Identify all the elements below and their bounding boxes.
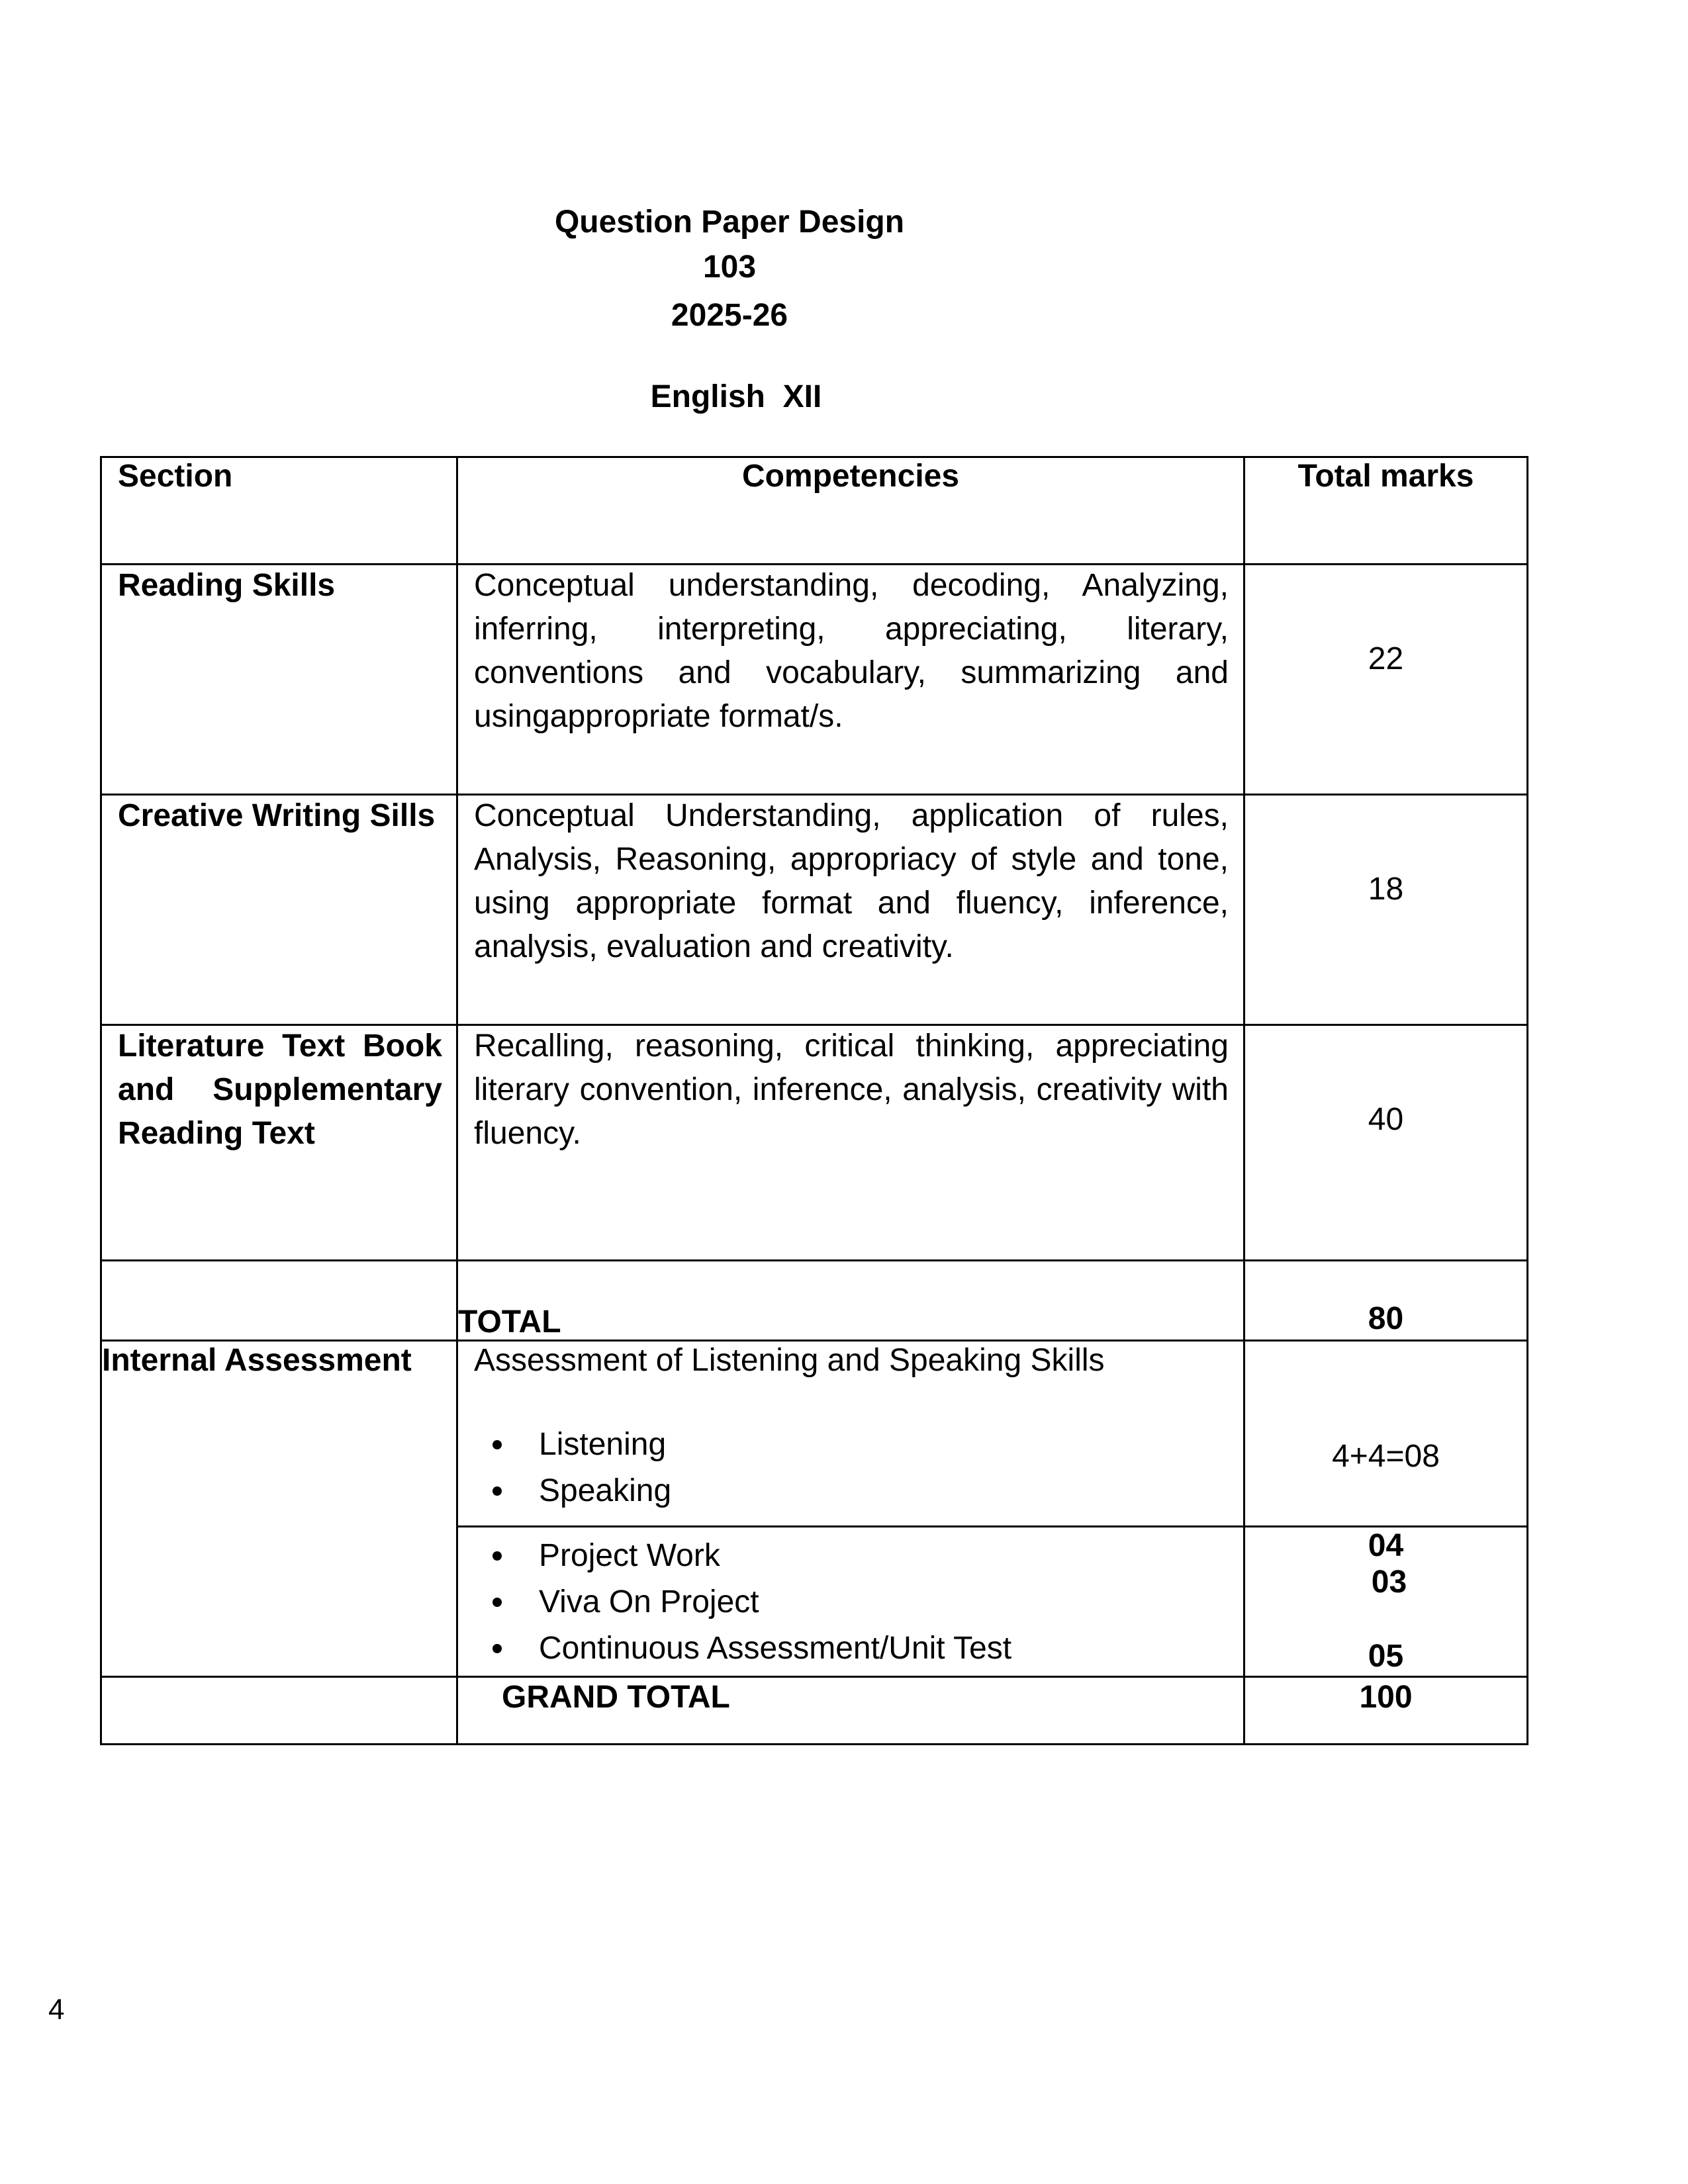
marks-literature: 40 — [1368, 1102, 1404, 1137]
header-section: Section — [118, 459, 233, 494]
marks-reading: 22 — [1368, 641, 1404, 676]
section-internal-assessment: Internal Assessment — [102, 1343, 412, 1378]
section-creative-writing: Creative Writing Sills — [118, 798, 436, 833]
list-item: Continuous Assessment/Unit Test — [474, 1625, 1011, 1672]
table-border — [100, 456, 102, 1745]
listening-speaking-heading: Assessment of Listening and Speaking Skills — [474, 1343, 1105, 1378]
section-reading-skills: Reading Skills — [118, 568, 336, 603]
total-label: TOTAL — [458, 1304, 561, 1340]
list-item: Project Work — [474, 1533, 1011, 1579]
total-marks: 80 — [1368, 1301, 1404, 1336]
table-border — [1526, 456, 1528, 1745]
list-item: Speaking — [474, 1468, 671, 1514]
column-divider — [456, 456, 458, 1745]
project-list — [474, 1533, 1011, 1672]
marks-viva: 03 — [1371, 1565, 1407, 1600]
listening-speaking-list — [474, 1422, 671, 1514]
header-competencies: Competencies — [741, 459, 960, 494]
subject-name: English XII — [650, 379, 822, 414]
section-literature: Literature Text Book and Supplementary Reading Text — [118, 1028, 442, 1151]
list-item: Listening — [474, 1422, 671, 1468]
row-divider — [101, 1259, 1528, 1261]
competencies-reading: Conceptual understanding, decoding, Analyzing, inferring, interpreting, appreciating, literary, conventions and vocabulary, summarizing and usingappropriate format/s. — [474, 568, 1229, 734]
header-total-marks: Total marks — [1297, 459, 1474, 494]
marks-project-work: 04 — [1368, 1528, 1404, 1563]
subject-code: 103 — [702, 250, 757, 285]
marks-writing: 18 — [1368, 872, 1404, 907]
list-item: Viva On Project — [474, 1579, 1011, 1625]
competencies-literature: Recalling, reasoning, critical thinking, appreciating literary convention, inference, analysis, creativity with fluency. — [474, 1028, 1229, 1151]
page-number: 4 — [48, 1993, 65, 2026]
marks-continuous-assessment: 05 — [1368, 1639, 1404, 1674]
grand-total-label: GRAND TOTAL — [502, 1680, 730, 1715]
competencies-writing: Conceptual Understanding, application of rules, Analysis, Reasoning, appropriacy of style and tone, using appropriate format and fluency, inference, analysis, evaluation and creativity. — [474, 798, 1229, 964]
page-title: Question Paper Design — [554, 205, 905, 240]
marks-listening-speaking: 4+4=08 — [1332, 1439, 1440, 1474]
table-border — [101, 1743, 1528, 1745]
session: 2025-26 — [671, 298, 788, 333]
grand-total-marks: 100 — [1359, 1680, 1413, 1715]
